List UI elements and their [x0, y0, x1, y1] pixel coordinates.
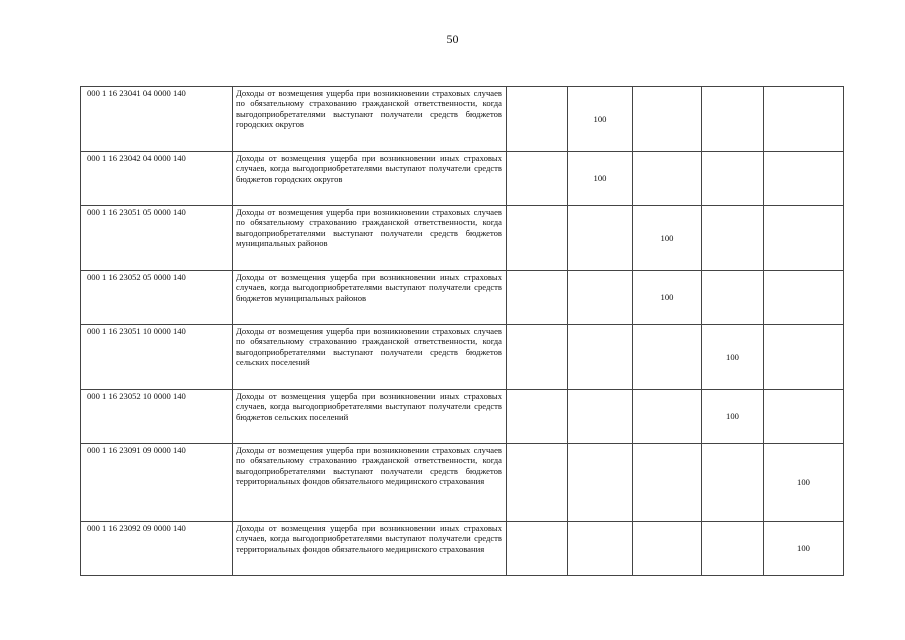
allocation-percent-cell	[568, 444, 633, 522]
allocation-percent-cell	[568, 271, 633, 325]
allocation-percent-cell	[568, 390, 633, 444]
allocation-percent-cell: 100	[568, 152, 633, 206]
revenue-code-cell: 000 1 16 23041 04 0000 140	[81, 87, 233, 152]
revenue-description-cell: Доходы от возмещения ущерба при возникновении страховых случаев по обязательному страхованию гражданской ответственности, когда выгодоприобретателями выступают получатели средств бюджетов сельских поселений	[233, 325, 507, 390]
allocation-percent-cell	[764, 87, 844, 152]
table-row	[81, 87, 844, 152]
page-number: 50	[446, 32, 459, 46]
table-row	[81, 325, 844, 390]
revenue-description-cell: Доходы от возмещения ущерба при возникновении иных страховых случаев, когда выгодоприобретателями выступают получатели средств бюджетов муниципальных районов	[233, 271, 507, 325]
table-row	[81, 522, 844, 576]
allocation-percent-cell	[702, 522, 764, 576]
allocation-percent-cell	[507, 390, 568, 444]
revenue-description-cell: Доходы от возмещения ущерба при возникновении страховых случаев по обязательному страхованию гражданской ответственности, когда выгодоприобретателями выступают получатели средств бюджетов муниципальных районов	[233, 206, 507, 271]
allocation-percent-cell	[764, 271, 844, 325]
revenue-code-cell: 000 1 16 23051 10 0000 140	[81, 325, 233, 390]
allocation-percent-cell	[633, 444, 702, 522]
allocation-percent-cell	[633, 87, 702, 152]
allocation-percent-cell: 100	[633, 271, 702, 325]
allocation-percent-cell	[702, 87, 764, 152]
allocation-percent-cell	[633, 522, 702, 576]
budget-revenue-table	[80, 86, 844, 576]
allocation-percent-cell	[507, 522, 568, 576]
allocation-percent-cell	[507, 325, 568, 390]
table-row	[81, 271, 844, 325]
table-row	[81, 206, 844, 271]
revenue-code-cell: 000 1 16 23052 05 0000 140	[81, 271, 233, 325]
allocation-percent-cell	[764, 390, 844, 444]
revenue-code-cell: 000 1 16 23092 09 0000 140	[81, 522, 233, 576]
allocation-percent-cell	[633, 325, 702, 390]
allocation-percent-cell	[633, 390, 702, 444]
allocation-percent-cell	[507, 271, 568, 325]
table-row	[81, 390, 844, 444]
revenue-code-cell: 000 1 16 23091 09 0000 140	[81, 444, 233, 522]
revenue-description-cell: Доходы от возмещения ущерба при возникновении иных страховых случаев, когда выгодоприобретателями выступают получатели средств территориальных фондов обязательного медицинского страхования	[233, 522, 507, 576]
allocation-percent-cell	[633, 152, 702, 206]
allocation-percent-cell: 100	[702, 390, 764, 444]
allocation-percent-cell: 100	[764, 522, 844, 576]
allocation-percent-cell	[764, 325, 844, 390]
table-row	[81, 152, 844, 206]
revenue-description-cell: Доходы от возмещения ущерба при возникновении иных страховых случаев, когда выгодоприобретателями выступают получатели средств бюджетов сельских поселений	[233, 390, 507, 444]
allocation-percent-cell	[764, 206, 844, 271]
revenue-description-cell: Доходы от возмещения ущерба при возникновении иных страховых случаев, когда выгодоприобретателями выступают получатели средств бюджетов городских округов	[233, 152, 507, 206]
revenue-code-cell: 000 1 16 23051 05 0000 140	[81, 206, 233, 271]
allocation-percent-cell	[507, 444, 568, 522]
allocation-percent-cell	[507, 87, 568, 152]
allocation-percent-cell	[507, 206, 568, 271]
allocation-percent-cell: 100	[633, 206, 702, 271]
revenue-description-cell: Доходы от возмещения ущерба при возникновении страховых случаев по обязательному страхованию гражданской ответственности, когда выгодоприобретателями выступают получатели средств бюджетов территориальных фондов обязательного медицинского страхования	[233, 444, 507, 522]
table-row	[81, 444, 844, 522]
allocation-percent-cell: 100	[702, 325, 764, 390]
revenue-code-cell: 000 1 16 23042 04 0000 140	[81, 152, 233, 206]
allocation-percent-cell	[702, 152, 764, 206]
allocation-percent-cell	[702, 271, 764, 325]
revenue-description-cell: Доходы от возмещения ущерба при возникновении страховых случаев по обязательному страхованию гражданской ответственности, когда выгодоприобретателями выступают получатели средств бюджетов городских округов	[233, 87, 507, 152]
allocation-percent-cell	[764, 152, 844, 206]
revenue-code-cell: 000 1 16 23052 10 0000 140	[81, 390, 233, 444]
allocation-percent-cell	[568, 325, 633, 390]
allocation-percent-cell	[702, 444, 764, 522]
allocation-percent-cell	[702, 206, 764, 271]
allocation-percent-cell	[568, 206, 633, 271]
allocation-percent-cell: 100	[764, 444, 844, 522]
allocation-percent-cell	[507, 152, 568, 206]
allocation-percent-cell	[568, 522, 633, 576]
table-body	[81, 87, 844, 576]
allocation-percent-cell: 100	[568, 87, 633, 152]
